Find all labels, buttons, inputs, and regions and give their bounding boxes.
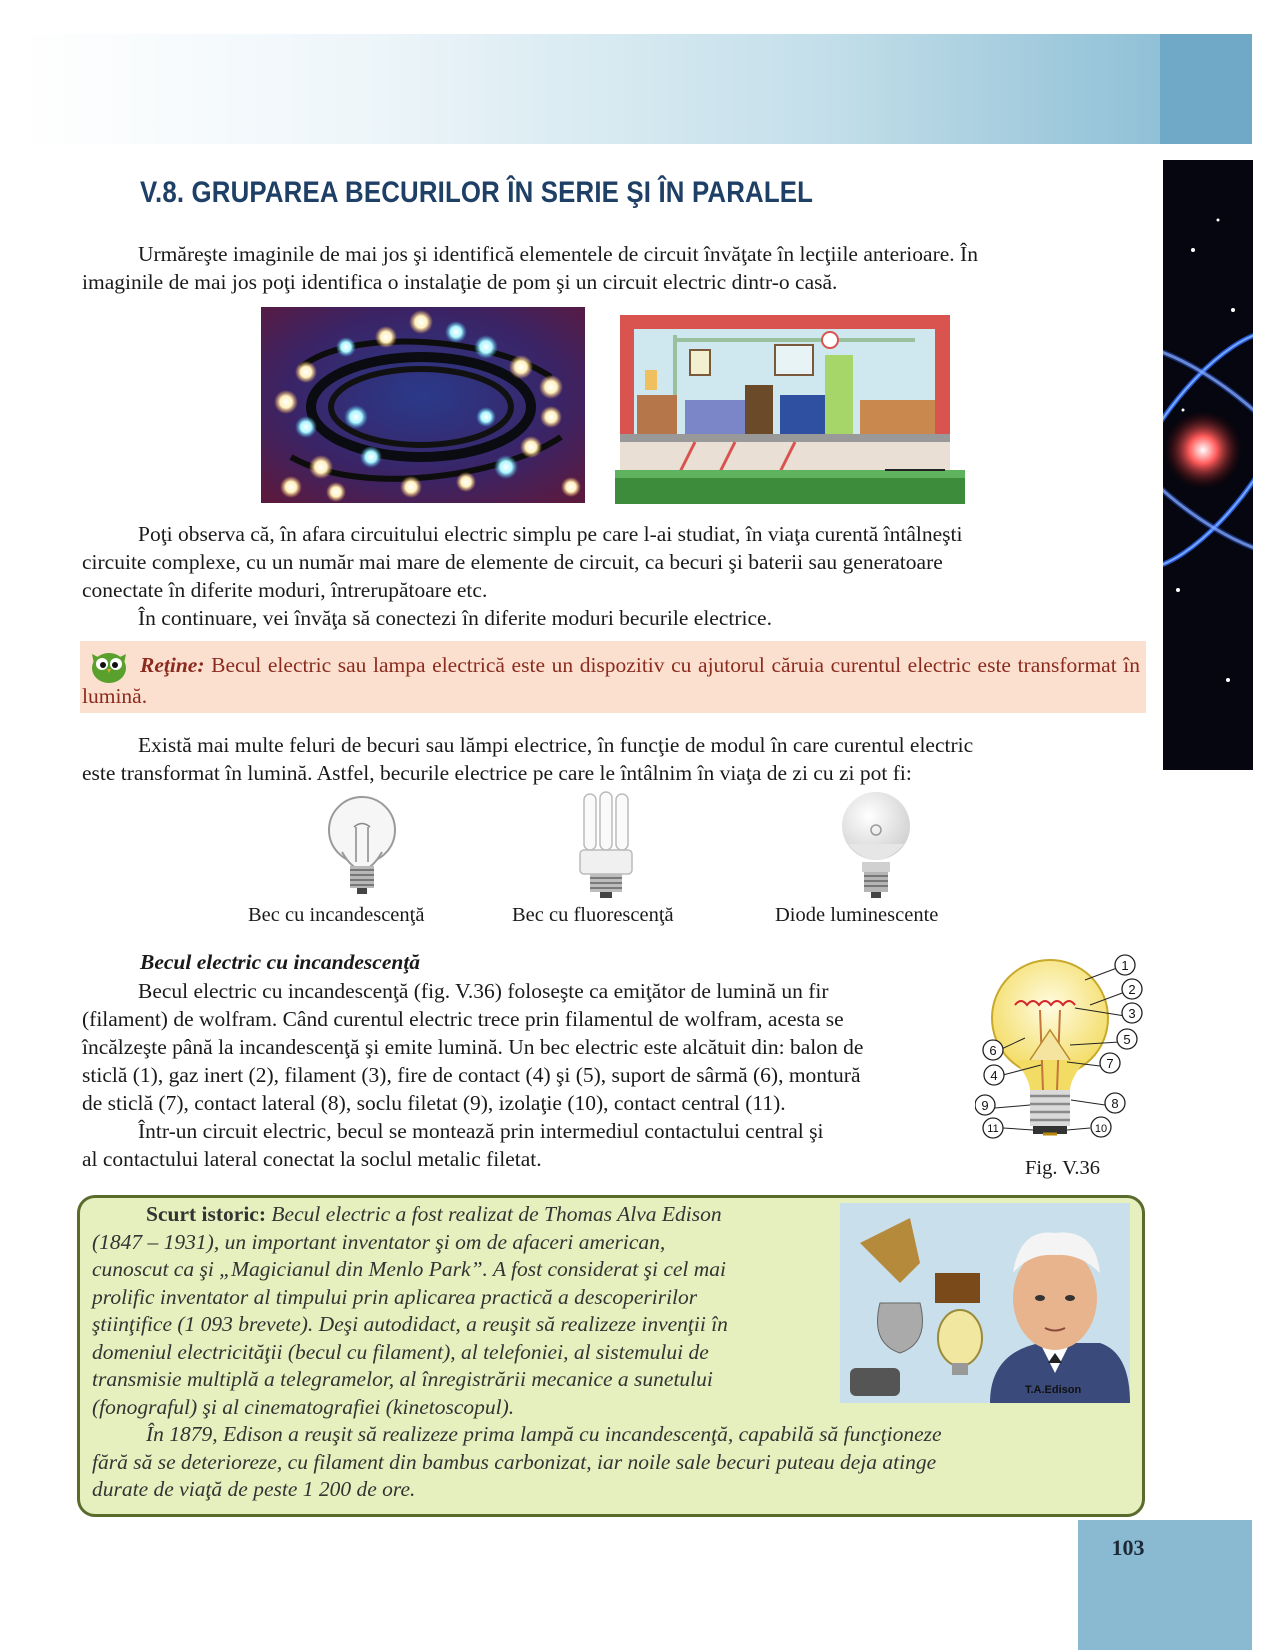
intro-line: imaginile de mai jos poţi identifica o instalaţie de pom şi un circuit electric dintr-o casă. <box>82 270 838 294</box>
bulb-diagram-figure <box>975 950 1145 1140</box>
diagram-label-6: 6 <box>989 1043 997 1058</box>
history-line: (1847 – 1931), un important inventator şi om de afaceri american, <box>92 1229 666 1254</box>
history-line: durate de viaţă de peste 1 200 de ore. <box>92 1477 416 1501</box>
remember-label: Reţine: <box>140 653 205 677</box>
paragraph-line: încălzeşte până la incandescenţă şi emite lumină. Un bec electric este alcătuit din: balon de <box>82 1035 864 1059</box>
led-bulb-image <box>832 786 920 902</box>
paragraph-line: conectate în diferite moduri, întrerupătoare etc. <box>82 578 488 602</box>
history-line: ştiinţifice (1 093 brevete). Deşi autodidact, a reuşit să realizeze invenţii în <box>92 1312 728 1336</box>
paragraph-line: În continuare, vei învăţa să conectezi în diferite moduri becurile electrice. <box>138 606 772 630</box>
history-line: Becul electric a fost realizat de Thomas Alva Edison <box>271 1202 722 1226</box>
paragraph-line: de sticlă (7), contact lateral (8), soclu filetat (9), izolaţie (10), contact central (11). <box>82 1091 786 1115</box>
history-line: transmisie multiplă a telegramelor, al înregistrării mecanice a sunetului <box>92 1367 713 1391</box>
incandescent-description <box>82 977 967 1173</box>
paragraph-complex-circuits <box>82 520 1144 632</box>
christmas-lights-photo <box>261 307 585 503</box>
paragraph-line: Poţi observa că, în afara circuitului electric simplu pe care l-ai studiat, în viaţa curentă întâlneşti <box>138 522 963 546</box>
paragraph-line: circuite complexe, cu un număr mai mare de elemente de circuit, ca becuri şi baterii sau generatoare <box>82 550 943 574</box>
history-line: fără să se deterioreze, cu filament din bambus carbonizat, iar noile sale becuri puteau deja atinge <box>92 1449 937 1474</box>
paragraph-bulb-types <box>82 731 1144 787</box>
house-circuit-illustration <box>615 310 965 504</box>
paragraph-line: (filament) de wolfram. Când curentul electric trece prin filamentul de wolfram, acesta se <box>82 1007 844 1031</box>
history-1879-paragraph <box>92 1421 1112 1504</box>
paragraph-line: Există mai multe feluri de becuri sau lămpi electrice, în funcţie de modul în care curentul electric <box>138 733 974 757</box>
edison-portrait-illustration <box>840 1203 1130 1403</box>
history-line: În 1879, Edison a reuşit să realizeze prima lampă cu incandescenţă, capabilă să funcţioneze <box>146 1422 942 1446</box>
portrait-label: T.A.Edison <box>1025 1384 1082 1396</box>
remember-definition: Becul electric sau lampa electrică este un dispozitiv cu ajutorul căruia curentul electric este transformat în lumină. <box>82 653 1141 708</box>
diagram-label-8: 8 <box>1111 1096 1119 1111</box>
caption-incandescent: Bec cu incandescenţă <box>248 904 425 926</box>
header-corner-block <box>1160 34 1252 144</box>
diagram-label-4: 4 <box>990 1068 998 1083</box>
atom-illustration-strip <box>1163 160 1253 770</box>
paragraph-line: Becul electric cu incandescenţă (fig. V.36) foloseşte ca emiţător de lumină un fir <box>138 979 829 1003</box>
diagram-label-7: 7 <box>1106 1056 1114 1071</box>
history-line: (fonograful) şi al cinematografiei (kinetoscopul). <box>92 1394 515 1419</box>
caption-fluorescent: Bec cu fluorescenţă <box>512 904 674 926</box>
paragraph-line: al contactului lateral conectat la soclul metalic filetat. <box>82 1147 542 1171</box>
fluorescent-bulb-image <box>572 790 642 902</box>
page-number: 103 <box>1111 1535 1145 1560</box>
paragraph-line: sticlă (1), gaz inert (2), filament (3), fire de contact (4) şi (5), suport de sârmă (6), montură <box>82 1063 861 1087</box>
incandescent-bulb-image <box>312 792 412 902</box>
intro-paragraph <box>82 240 1144 296</box>
diagram-label-1: 1 <box>1121 958 1129 973</box>
page-title: V.8. GRUPAREA BECURILOR ÎN SERIE ŞI ÎN PARALEL <box>140 176 814 209</box>
caption-led: Diode luminescente <box>775 904 939 926</box>
history-line: domeniul electricităţii (becul cu filament), al telefoniei, al sistemului de <box>92 1339 709 1364</box>
paragraph-line: Într-un circuit electric, becul se montează prin intermediul contactului central şi <box>138 1119 824 1143</box>
paragraph-line: este transformat în lumină. Astfel, becurile electrice pe care le întâlnim în viaţa de zi cu zi pot fi: <box>82 761 912 785</box>
diagram-label-3: 3 <box>1128 1006 1136 1021</box>
header-gradient-band <box>16 34 1166 144</box>
history-intro-paragraph <box>92 1201 827 1421</box>
diagram-label-11: 11 <box>987 1123 999 1135</box>
history-line: prolific inventator al timpului prin aplicarea practică a descoperirilor <box>92 1284 698 1309</box>
remember-text <box>82 650 1140 712</box>
history-label: Scurt istoric: <box>146 1202 267 1226</box>
diagram-label-10: 10 <box>1094 1123 1108 1135</box>
figure-caption: Fig. V.36 <box>1025 1157 1101 1179</box>
diagram-label-5: 5 <box>1123 1032 1131 1047</box>
history-line: cunoscut ca şi „Magicianul din Menlo Park”. A fost considerat şi cel mai <box>92 1257 726 1281</box>
diagram-label-2: 2 <box>1128 982 1136 997</box>
intro-line: Urmăreşte imaginile de mai jos şi identifică elementele de circuit învăţate în lecţiile anterioare. În <box>138 242 978 266</box>
diagram-label-9: 9 <box>981 1098 989 1113</box>
section-heading: Becul electric cu incandescenţă <box>140 950 421 974</box>
